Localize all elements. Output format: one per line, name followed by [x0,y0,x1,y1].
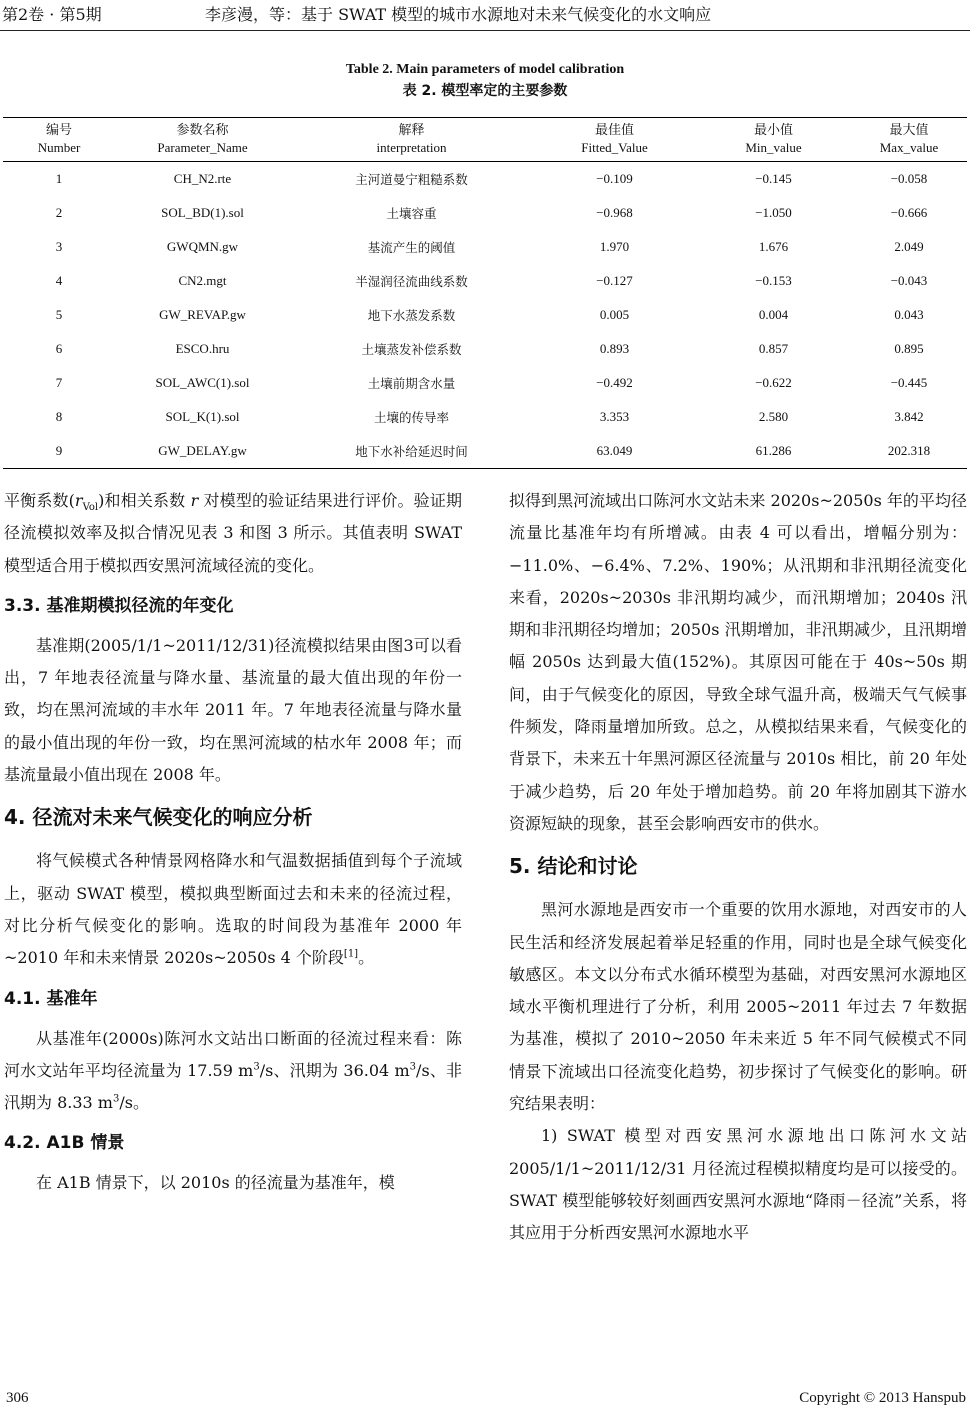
paragraph-a1b: 在 A1B 情景下，以 2010s 的径流量为基准年，模 [36,1173,395,1193]
paragraph-a1b-continued: 拟得到黑河流域出口陈河水文站未来 2020s~2050s 年的平均径流量比基准年均有所增减。由表 4 可以看出，增幅分别为：−11.0%、−6.4%、7.2%、190%；从汛期和非汛期径流变化来看，2020s~2030s 非汛期均减少，而汛期增加；2040s 汛期和非汛期径均增加；2050s 汛期增加，非汛期减少，且汛期增幅 2050s 达到最大值(152%)。其原因可能在于 40s~50s 期间，由于气候变化的原因，导致全球气温升高，极端天气气候事件频发，降雨量增加所致。总之，从模拟结果来看，气候变化的背景下，未来五十年黑河源区径流量与 2010s 相比，前 20 年处于减少趋势，后 20 年处于增加趋势。前 20 年将加剧其下游水资源短缺的现象，甚至会影响西安市的供水。 [509,491,967,833]
section-heading-4: 4. 径流对未来气候变化的响应分析 [4,805,313,830]
paragraph-climate-scenarios: 将气候模式各种情景网格降水和气温数据插值到每个子流域上，驱动 SWAT 模型，模拟典型断面过去和未来的径流过程，对比分析气候变化的影响。选取的时间段为基准年 2000 年~2010 年和未来情景 2020s~2050s 4 个阶段[1]。 [4,851,462,968]
running-title: 李彦漫，等：基于 SWAT 模型的城市水源地对未来气候变化的水文响应 [205,5,712,24]
table-row: 7 SOL_AWC(1).sol 土壤前期含水量 −0.492 −0.622 −0.445 [55,375,928,391]
table-caption-zh: 表 2. 模型率定的主要参数 [402,83,568,99]
header-min-value: 最小值 Min_value [696,118,851,162]
table-row: 9 GW_DELAY.gw 地下水补给延迟时间 63.049 61.286 202.318 [3,434,967,469]
left-column [4,485,462,1200]
volume-issue: 第2卷 · 第5期 [2,5,102,24]
header-max-value: 最大值 Max_value [851,118,967,162]
header-interpretation: 解释 interpretation [290,118,533,162]
header-number: 编号 Number [3,118,115,162]
table-caption-en: Table 2. Main parameters of model calibration [345,62,625,77]
table-row: 5 GW_REVAP.gw 地下水蒸发系数 0.005 0.004 0.043 [55,307,924,323]
table-row: 8 SOL_K(1).sol 土壤的传导率 3.353 2.580 3.842 [55,409,924,425]
header-parameter-name: 参数名称 Parameter_Name [115,118,290,162]
header-fitted-value: 最佳值 Fitted_Value [533,118,696,162]
section-heading-5: 5. 结论和讨论 [509,854,638,879]
section-heading-4-1: 4.1. 基准年 [4,988,98,1009]
section-heading-3-3: 3.3. 基准期模拟径流的年变化 [4,595,234,616]
table-row: 1 CH_N2.rte 主河道曼宁粗糙系数 −0.109 −0.145 −0.058 [55,171,928,187]
table-row: 6 ESCO.hru 土壤蒸发补偿系数 0.893 0.857 0.895 [55,341,924,357]
paragraph-baseline-year: 从基准年(2000s)陈河水文站出口断面的径流过程来看：陈河水文站年平均径流量为 17.59 $m^3/s$、汛期为 36.04 $m^3/s$、非汛期为 8.33 $m^3/s$。 [4,1028,462,1113]
copyright: Copyright © 2013 Hanspub [799,1390,966,1406]
running-header [0,0,970,31]
page-number: 306 [6,1390,29,1406]
right-column [509,485,967,1250]
paragraph-conclusion: 黑河水源地是西安市一个重要的饮用水源地，对西安市的人民生活和经济发展起着举足轻重的作用，同时也是全球气候变化敏感区。本文以分布式水循环模型为基础，对西安黑河水源地区域水平衡机理进行了分析，利用 2005~2011 年过去 7 年数据为基准，模拟了 2010~2050 年未来近 5 年不同气候模式不同情景下流域出口径流变化趋势，初步探讨了气候变化的影响。研究结果表明： [509,900,967,1114]
paragraph-validation: 平衡系数$(r_{Vol})$和相关系数 r 对模型的验证结果进行评价。验证期径流模拟效率及拟合情况见表 3 和图 3 所示。其值表明 SWAT 模型适合用于模拟西安黑河流域径流的变化。 [4,491,462,575]
paragraph-baseline-runoff: 基准期(2005/1/1~2011/12/31)径流模拟结果由图3可以看出，7 年地表径流量与降水量、基流量的最大值出现的年份一致，均在黑河流域的丰水年 2011 年。7 年地表径流量与降水量的最小值出现的年份一致，均在黑河流域的枯水年 2008 年；而基流量最小值出现在 2008 年。 [4,635,462,785]
table-row: 2 SOL_BD(1).sol 土壤容重 −0.968 −1.050 −0.666 [55,205,928,221]
table-row: 4 CN2.mgt 半湿润径流曲线系数 −0.127 −0.153 −0.043 [55,273,928,289]
parameters-table [3,117,967,469]
paragraph-finding-1: 1) SWAT 模型对西安黑河水源地出口陈河水文站 2005/1/1~2011/12/31 月径流过程模拟精度均是可以接受的。SWAT 模型能够较好刻画西安黑河水源地“降雨－径流”关系，将其应用于分析西安黑河水源地水平 [509,1126,967,1243]
table-row: 3 GWQMN.gw 基流产生的阈值 1.970 1.676 2.049 [55,239,924,255]
table-header-row [3,118,967,162]
section-heading-4-2: 4.2. A1B 情景 [4,1133,125,1154]
